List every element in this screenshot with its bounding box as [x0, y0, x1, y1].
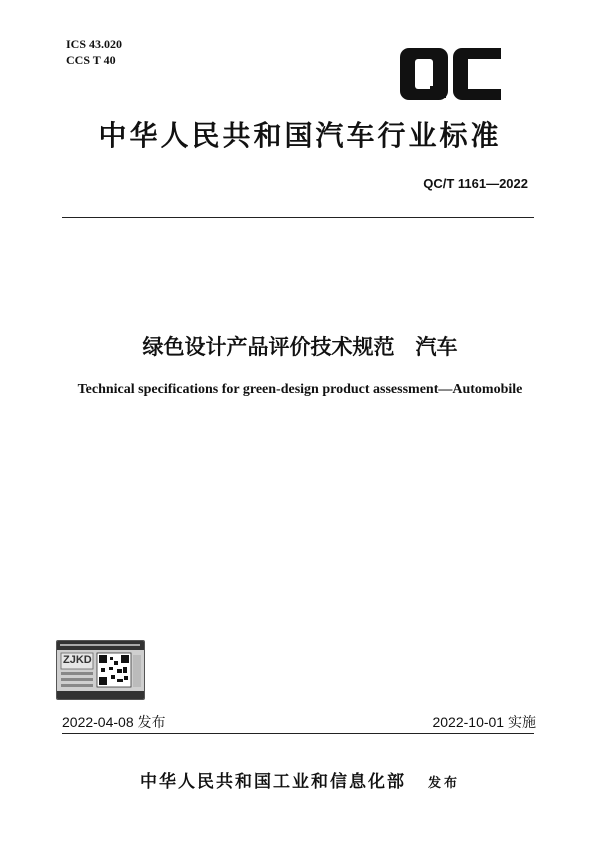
standard-number: QC/T 1161—2022: [423, 176, 528, 191]
qr-code-icon: [57, 641, 144, 699]
industry-standard-title: 中华人民共和国汽车行业标准: [98, 119, 502, 152]
bottom-divider: [62, 733, 534, 734]
effective-date: 2022-10-01 实施: [432, 714, 536, 730]
issue-action: 发布: [427, 776, 460, 791]
chinese-title: 绿色设计产品评价技术规范 汽车: [142, 335, 458, 359]
ics-code: ICS 43.020: [66, 37, 123, 51]
stamp-brand: ZJKD: [63, 654, 92, 666]
ccs-code: CCS T 40: [66, 53, 116, 67]
anti-counterfeit-stamp: [56, 640, 145, 700]
classification-codes: [66, 36, 122, 68]
top-divider: [62, 217, 534, 218]
qc-logo: [400, 48, 501, 100]
issuing-authority: [0, 767, 600, 792]
english-title: Technical specifications for green-design product assessment—Automobile: [77, 382, 523, 397]
issuer-name: 中华人民共和国工业和信息化部: [139, 772, 406, 792]
publish-date: 2022-04-08 发布: [62, 714, 166, 730]
